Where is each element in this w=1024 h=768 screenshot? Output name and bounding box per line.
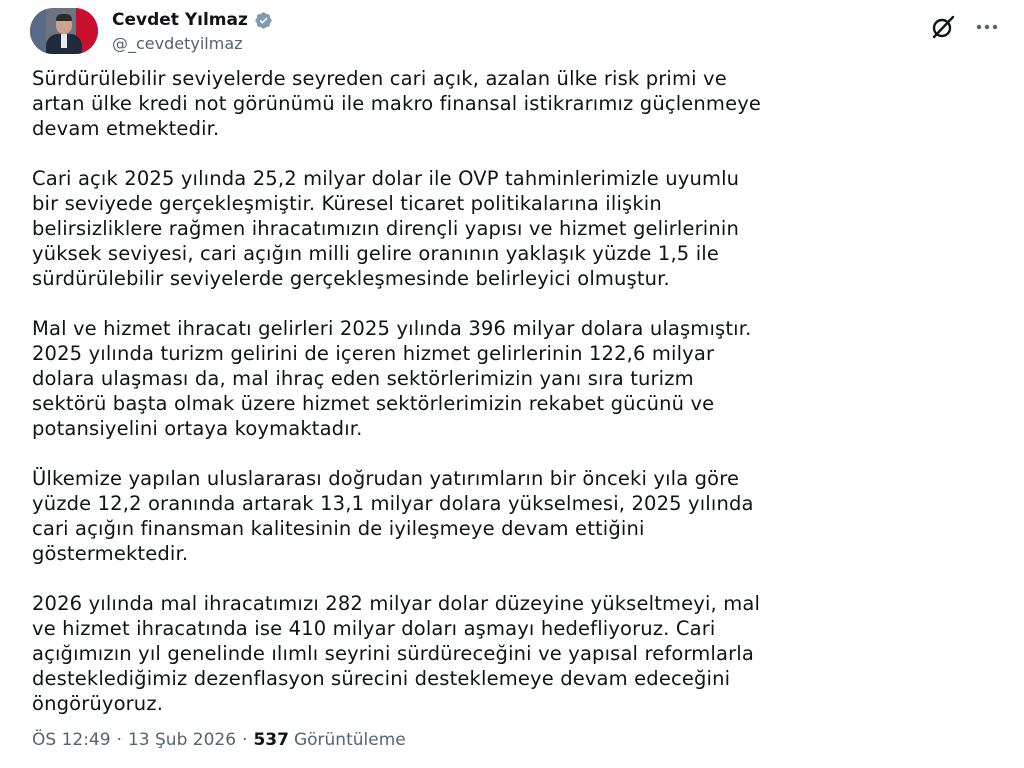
text-line: artan ülke kredi not görünümü ile makro finansal istikrarımız güçlenmeye [32, 92, 762, 115]
post-header [30, 8, 1000, 56]
text-line: desteklediğimiz dezenflasyon sürecini desteklemeye devam edeceğini [32, 667, 731, 690]
post-time-link[interactable]: ÖS 12:49 [32, 730, 111, 750]
author-display-name[interactable]: Cevdet Yılmaz [112, 10, 248, 30]
text-line: ve hizmet ihracatında ise 410 milyar doları aşmayı hedefliyoruz. Cari [32, 617, 716, 640]
post-paragraph [32, 66, 994, 141]
text-line: yüzde 12,2 oranında artarak 13,1 milyar dolara yükselmesi, 2025 yılında [32, 492, 754, 515]
text-line: Mal ve hizmet ihracatı gelirleri 2025 yılında 396 milyar dolara ulaşmıştır. [32, 317, 752, 340]
post-paragraph [32, 316, 994, 441]
text-line: Ülkemize yapılan uluslararası doğrudan yatırımların bir önceki yıla göre [32, 467, 740, 490]
post-meta [32, 730, 406, 750]
post-date-link[interactable]: 13 Şub 2026 [127, 730, 237, 750]
text-line: devam etmektedir. [32, 117, 220, 140]
views-label: Görüntüleme [293, 730, 406, 750]
post-paragraph [32, 166, 994, 291]
text-line: Cari açık 2025 yılında 25,2 milyar dolar ile OVP tahminlerimizle uyumlu [32, 167, 740, 190]
text-line: 2026 yılında mal ihracatımızı 282 milyar dolar düzeyine yükseltmeyi, mal [32, 592, 761, 615]
post-text [32, 66, 994, 741]
post-paragraph [32, 466, 994, 566]
post-paragraph [32, 591, 994, 716]
text-line: açığımızın yıl genelinde ılımlı seyrini sürdüreceğini ve yapısal reformlarla [32, 642, 754, 665]
text-line: sektörü başta olmak üzere hizmet sektörlerimizin rekabet gücünü ve [32, 392, 715, 415]
meta-separator: · [116, 730, 122, 750]
avatar[interactable] [30, 8, 98, 54]
text-line: göstermektedir. [32, 542, 189, 565]
text-line: öngörüyoruz. [32, 692, 164, 715]
text-line: sürdürülebilir seviyelerde gerçekleşmesinde belirleyici olmuştur. [32, 267, 670, 290]
meta-separator: · [242, 730, 248, 750]
more-options-icon[interactable] [974, 14, 1000, 40]
author-handle[interactable]: @_cevdetyilmaz [112, 34, 243, 53]
text-line: 2025 yılında turizm gelirini de içeren hizmet gelirlerinin 122,6 milyar [32, 342, 715, 365]
grok-icon[interactable] [930, 14, 956, 40]
views-count: 537 [253, 730, 289, 750]
verified-badge-icon [254, 11, 273, 30]
text-line: dolara ulaşması da, mal ihraç eden sektörlerimizin yanı sıra turizm [32, 367, 694, 390]
text-line: bir seviyede gerçekleşmiştir. Küresel ticaret politikalarına ilişkin [32, 192, 662, 215]
text-line: Sürdürülebilir seviyelerde seyreden cari açık, azalan ülke risk primi ve [32, 67, 727, 90]
text-line: cari açığın finansman kalitesinin de iyileşmeye devam ettiğini [32, 517, 645, 540]
text-line: belirsizliklere rağmen ihracatımızın dirençli yapısı ve hizmet gelirlerinin [32, 217, 739, 240]
text-line: yüksek seviyesi, cari açığın milli gelire oranının yaklaşık yüzde 1,5 ile [32, 242, 719, 265]
author-name-row [112, 10, 273, 30]
text-line: potansiyelini ortaya koymaktadır. [32, 417, 363, 440]
